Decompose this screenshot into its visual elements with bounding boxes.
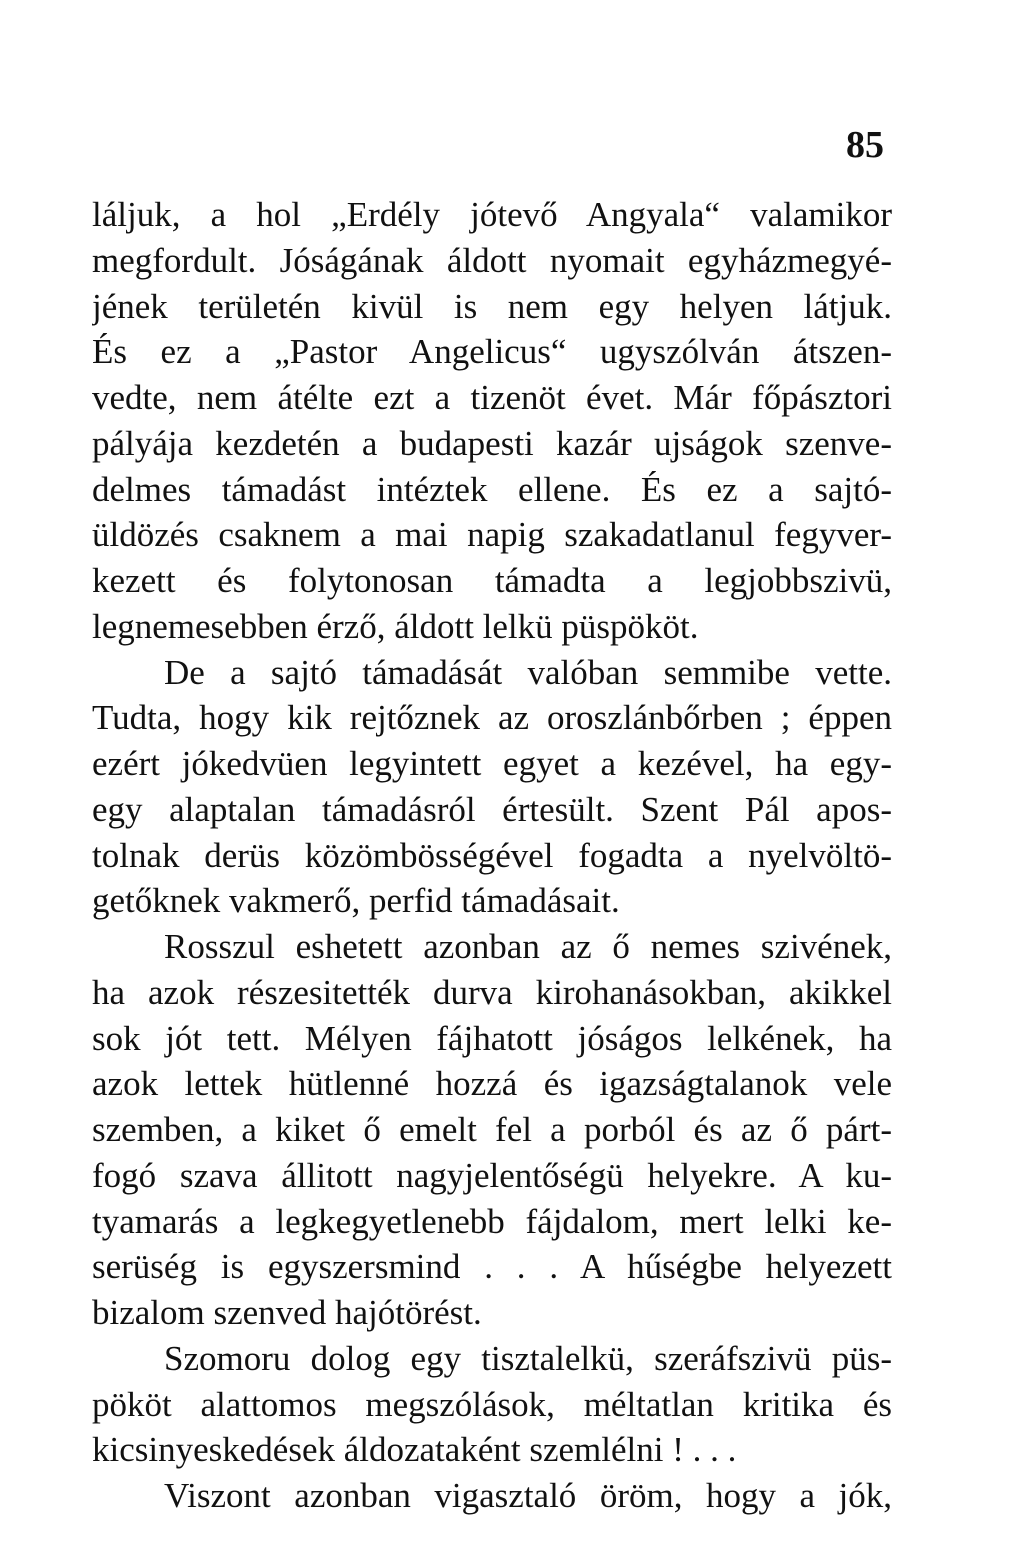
- text-line: vedte, nem átélte ezt a tizenöt évet. Már főpásztori: [92, 378, 892, 417]
- text-line: kicsinyeskedések áldozataként szemlélni ! . . .: [92, 1430, 737, 1470]
- text-line: tyamarás a legkegyetlenebb fájdalom, mert lelki ke-: [92, 1201, 892, 1241]
- text-line: azok lettek hütlenné hozzá és igazságtalanok vele: [92, 1064, 892, 1104]
- text-line: legnemesebben érző, áldott lelkü püspököt.: [92, 606, 699, 646]
- text-line: serüség is egyszersmind . . . A hűségbe helyezett: [92, 1247, 892, 1287]
- text-line: pököt alattomos megszólások, méltatlan kritika és: [92, 1384, 892, 1424]
- text-line: Tudta, hogy kik rejtőznek az oroszlánbőrben ; éppen: [92, 698, 892, 738]
- text-line: Viszont azonban vigasztaló öröm, hogy a jók,: [164, 1476, 892, 1515]
- text-line: De a sajtó támadását valóban semmibe vette.: [164, 652, 892, 692]
- text-line: kezett és folytonosan támadta a legjobbszivü,: [92, 561, 892, 600]
- text-line: pályája kezdetén a budapesti kazár ujságok szenve-: [92, 423, 892, 463]
- text-line: Rosszul eshetett azonban az ő nemes szivének,: [164, 927, 892, 966]
- text-line: Szomoru dolog egy tisztalelkü, szeráfszivü püs-: [164, 1338, 892, 1378]
- text-line: bizalom szenved hajótörést.: [92, 1293, 482, 1332]
- text-line: És ez a „Pastor Angelicus“ ugyszólván átszen-: [92, 332, 892, 372]
- text-line: jének területén kivül is nem egy helyen látjuk.: [92, 286, 892, 326]
- text-line: egy alaptalan támadásról értesült. Szent Pál apos-: [92, 789, 892, 829]
- text-line: ezért jókedvüen legyintett egyet a kezével, ha egy-: [92, 744, 892, 783]
- text-line: üldözés csaknem a mai napig szakadatlanul fegyver-: [92, 515, 892, 555]
- text-line: tolnak derüs közömbösségével fogadta a nyelvöltö-: [92, 835, 892, 875]
- text-line: getőknek vakmerő, perfid támadásait.: [92, 881, 620, 921]
- page-number: 85: [846, 124, 884, 166]
- text-line: szemben, a kiket ő emelt fel a porból és az ő párt-: [92, 1110, 892, 1149]
- text-line: megfordult. Jóságának áldott nyomait egyházmegyé-: [92, 240, 892, 280]
- text-line: ha azok részesitették durva kirohanásokban, akikkel: [92, 972, 892, 1012]
- text-line: fogó szava állitott nagyjelentőségü helyekre. A ku-: [92, 1155, 892, 1195]
- text-line: delmes támadást intéztek ellene. És ez a sajtó-: [92, 469, 892, 509]
- text-line: sok jót tett. Mélyen fájhatott jóságos lelkének, ha: [92, 1018, 892, 1058]
- text-line: láljuk, a hol „Erdély jótevő Angyala“ valamikor: [92, 195, 892, 234]
- body-text: [92, 192, 892, 1519]
